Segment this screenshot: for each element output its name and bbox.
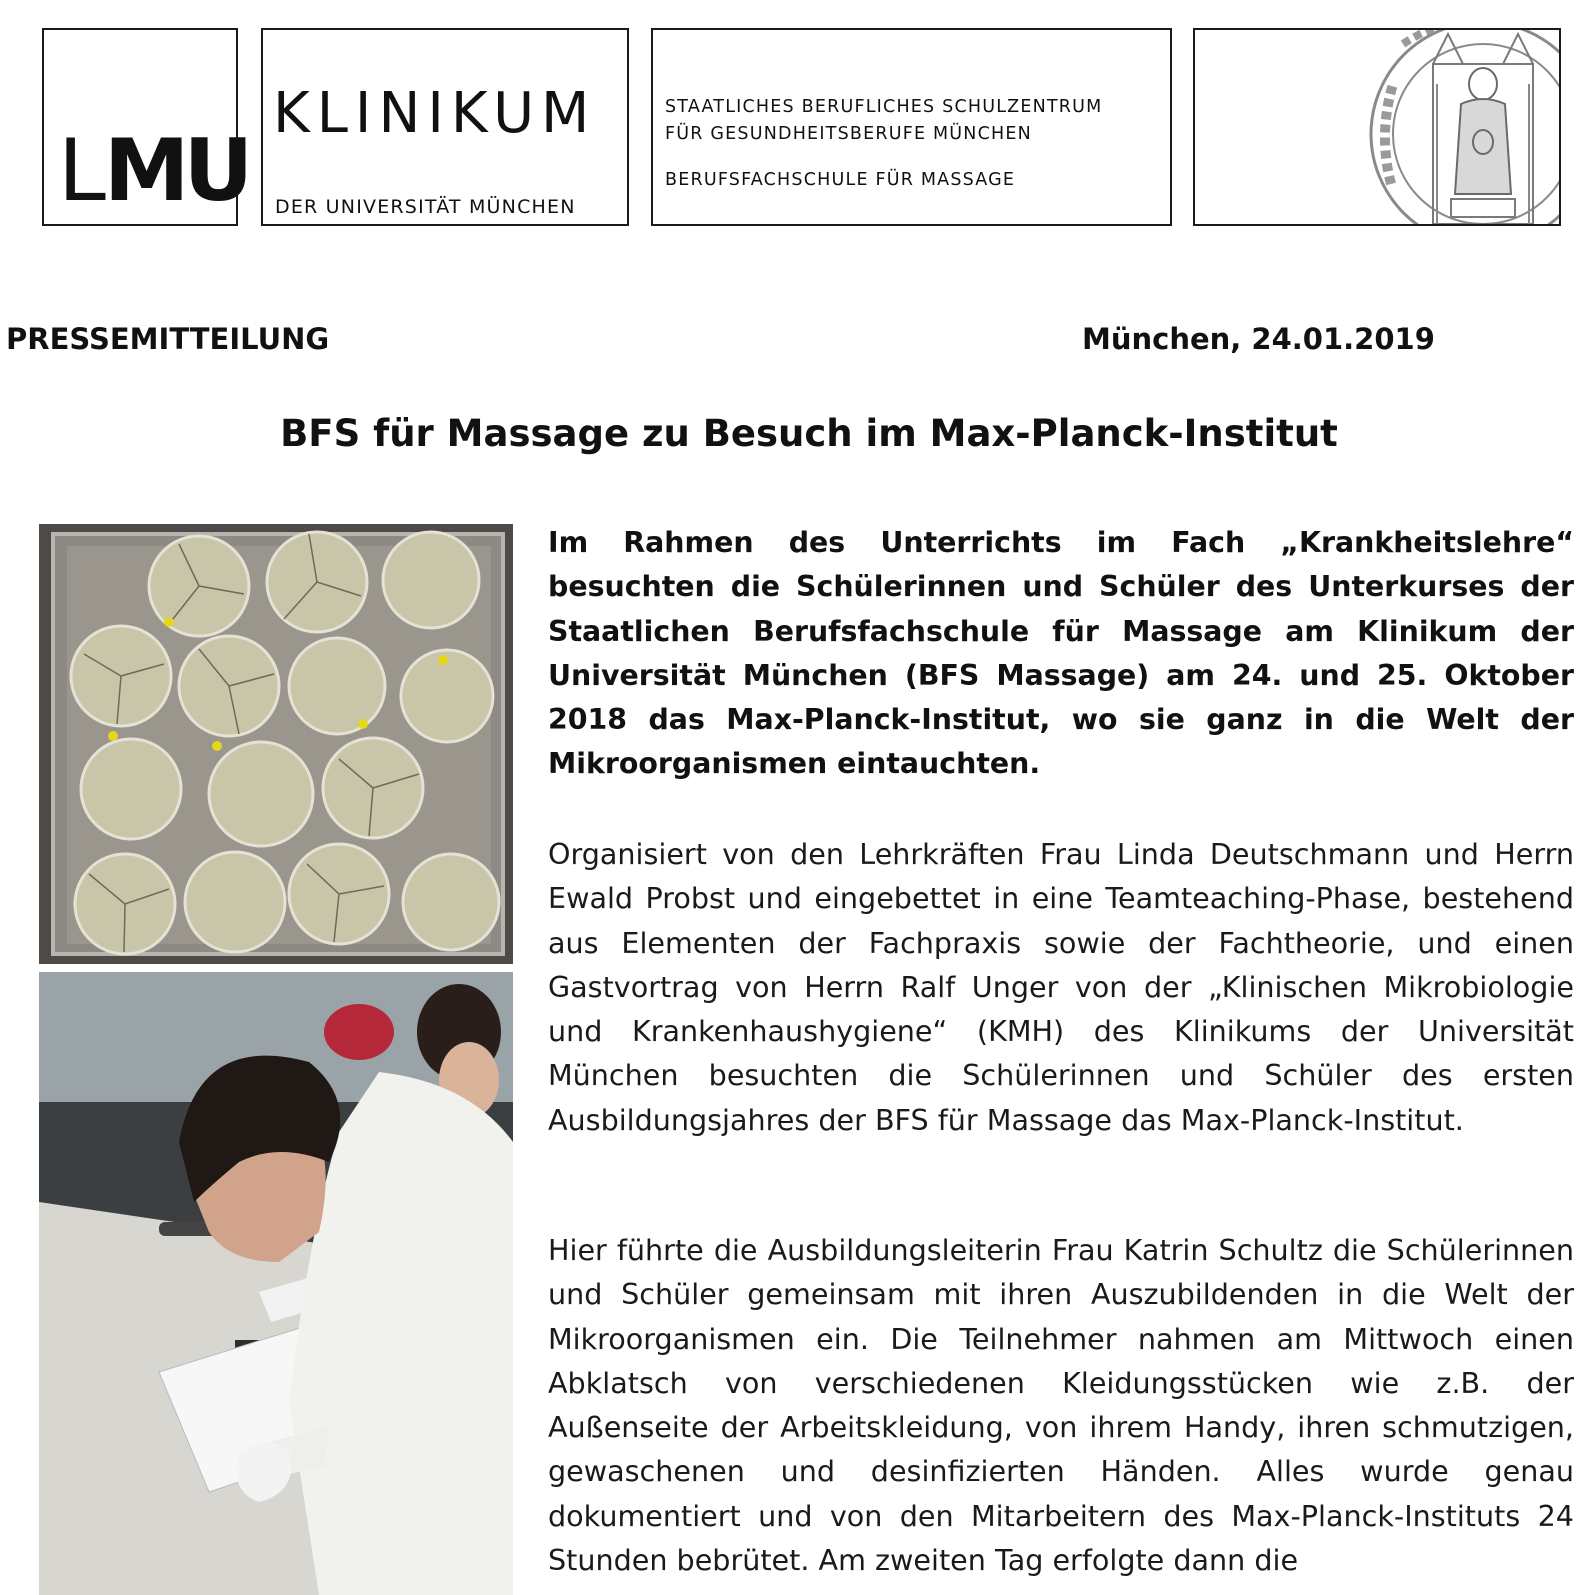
article-paragraph-2: Hier führte die Ausbildungsleiterin Frau Katrin Schultz die Schülerinnen und Schüler gemeinsam mit ihren Auszubildenden in die Welt der Mikroorganismen ein. Die Teilnehmer nahmen am Mittwoch einen Abklatsch von verschiedenen Kleidungsstücken wie z.B. der Außenseite der Arbeitskleidung, von ihrem Handy, ihren schmutzigen, gewaschenen und desinfizierten Händen. Alles wurde genau dokumentiert und von den Mitarbeitern des Max-Planck-Instituts 24 Stunden bebrütet. Am zweiten Tag erfolgte dann die [548,1233,1574,1578]
school-name-line-2: FÜR GESUNDHEITSBERUFE MÜNCHEN [665,124,1032,144]
petri-dishes-photo [39,524,513,964]
lab-students-photo [39,972,513,1595]
university-seal-icon [1333,28,1561,226]
article-lead-paragraph: Im Rahmen des Unterrichts im Fach „Krankheitslehre“ besuchten die Schülerinnen und Schüler des Unterkurses der Staatlichen Berufsfachschule für Massage am Klinikum der Universität München (BFS Massage) am 24. und 25. Oktober 2018 das Max-Planck-Institut, wo sie ganz in die Welt der Mikroorganismen eintauchten. [548,526,1574,781]
press-release-label: PRESSEMITTEILUNG [6,322,330,356]
school-name-line-1: STAATLICHES BERUFLICHES SCHULZENTRUM [665,97,1103,117]
article-title: BFS für Massage zu Besuch im Max-Planck-Institut [280,412,1338,455]
klinikum-subtitle: DER UNIVERSITÄT MÜNCHEN [275,196,576,218]
lmu-logo: LMU [58,121,248,221]
klinikum-logo: KLINIKUM [273,81,597,146]
school-department: BERUFSFACHSCHULE FÜR MASSAGE [665,170,1016,190]
klinikum-logo-box [261,28,629,226]
school-name-box [651,28,1172,226]
seal-box [1193,28,1561,226]
lmu-logo-box [42,28,248,226]
article-paragraph-1: Organisiert von den Lehrkräften Frau Linda Deutschmann und Herrn Ewald Probst und eingebettet in eine Teamteaching-Phase, bestehend aus Elementen der Fachpraxis sowie der Fachtheorie, und einen Gastvortrag von Herrn Ralf Unger von der „Klinischen Mikrobiologie und Krankenhaushygiene“ (KMH) des Klinikums der Universität München besuchten die Schülerinnen und Schüler des ersten Ausbildungsjahres der BFS für Massage das Max-Planck-Institut. [548,837,1574,1137]
press-release-date: München, 24.01.2019 [1082,322,1435,356]
